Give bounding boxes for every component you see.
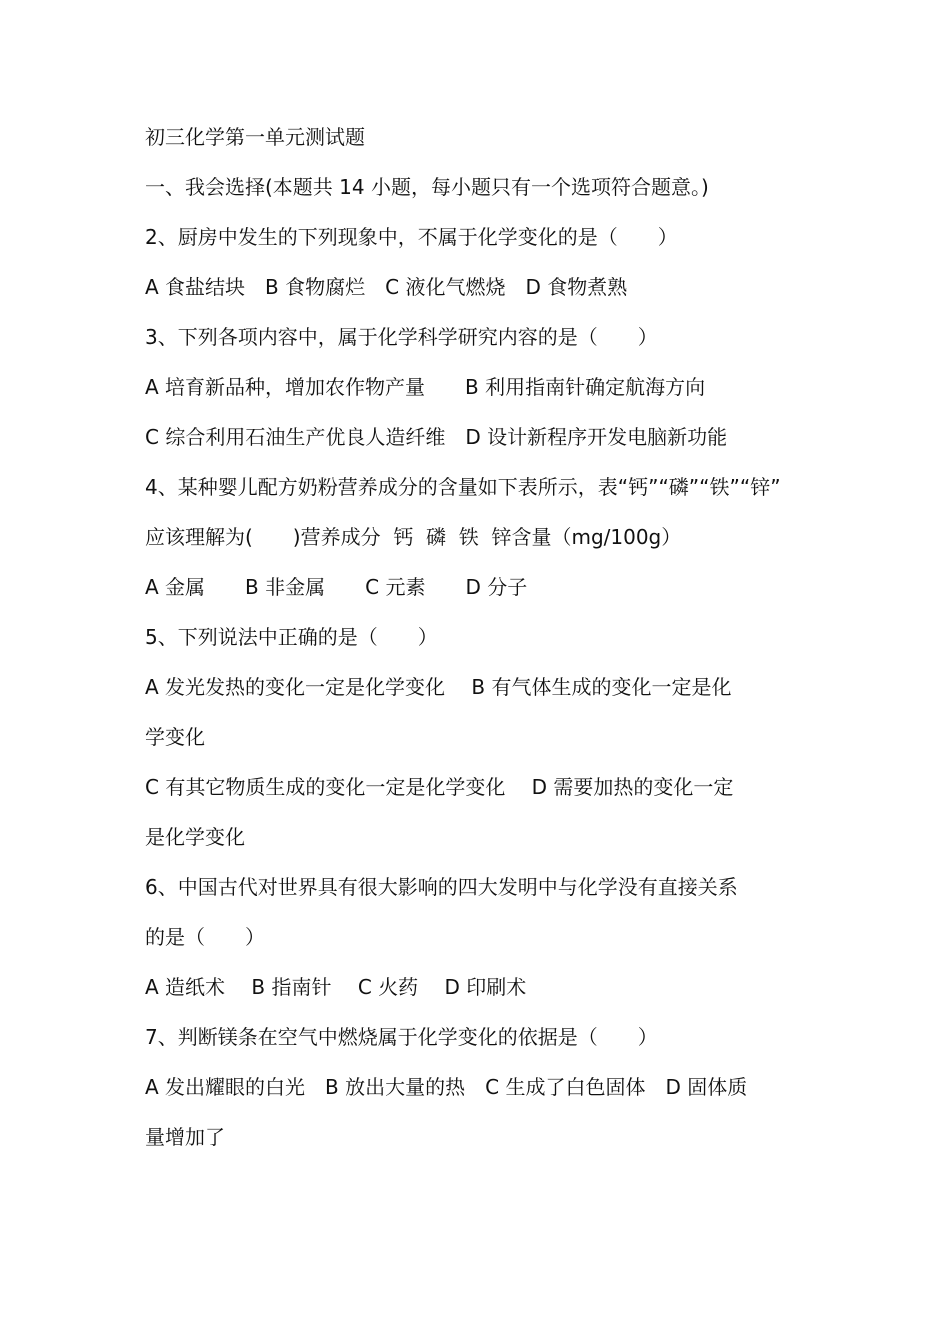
question-options: A 造纸术 B 指南针 C 火药 D 印刷术 xyxy=(145,975,527,999)
question-stem: 6、中国古代对世界具有很大影响的四大发明中与化学没有直接关系 xyxy=(145,875,738,899)
question-stem: 3、下列各项内容中，属于化学科学研究内容的是（ ） xyxy=(145,325,658,349)
question-options: 是化学变化 xyxy=(145,825,245,849)
document-content xyxy=(145,112,815,1162)
question-6 xyxy=(145,862,815,1012)
question-options: A 培育新品种，增加农作物产量 B 利用指南针确定航海方向 xyxy=(145,375,706,399)
question-options: A 金属 B 非金属 C 元素 D 分子 xyxy=(145,575,528,599)
question-3 xyxy=(145,312,815,462)
question-options: 量增加了 xyxy=(145,1125,225,1149)
document-title: 初三化学第一单元测试题 xyxy=(145,125,365,149)
section-heading: 一、我会选择(本题共 14 小题，每小题只有一个选项符合题意。) xyxy=(145,175,709,199)
question-stem: 的是（ ） xyxy=(145,925,265,949)
question-options: C 有其它物质生成的变化一定是化学变化 D 需要加热的变化一定 xyxy=(145,775,734,799)
question-5 xyxy=(145,612,815,862)
question-stem: 7、判断镁条在空气中燃烧属于化学变化的依据是（ ） xyxy=(145,1025,658,1049)
question-options: C 综合利用石油生产优良人造纤维 D 设计新程序开发电脑新功能 xyxy=(145,425,728,449)
question-stem: 2、厨房中发生的下列现象中，不属于化学变化的是（ ） xyxy=(145,225,678,249)
question-7 xyxy=(145,1012,815,1162)
question-stem: 5、下列说法中正确的是（ ） xyxy=(145,625,438,649)
question-stem: 4、某种婴儿配方奶粉营养成分的含量如下表所示，表“钙”“磷”“铁”“锌” xyxy=(145,475,781,499)
question-2 xyxy=(145,212,815,312)
question-4 xyxy=(145,462,815,612)
question-options: A 发出耀眼的白光 B 放出大量的热 C 生成了白色固体 D 固体质 xyxy=(145,1075,748,1099)
question-stem: 应该理解为( )营养成分 钙 磷 铁 锌含量（mg/100g） xyxy=(145,525,682,549)
question-options: 学变化 xyxy=(145,725,205,749)
question-options: A 食盐结块 B 食物腐烂 C 液化气燃烧 D 食物煮熟 xyxy=(145,275,628,299)
question-options: A 发光发热的变化一定是化学变化 B 有气体生成的变化一定是化 xyxy=(145,675,732,699)
